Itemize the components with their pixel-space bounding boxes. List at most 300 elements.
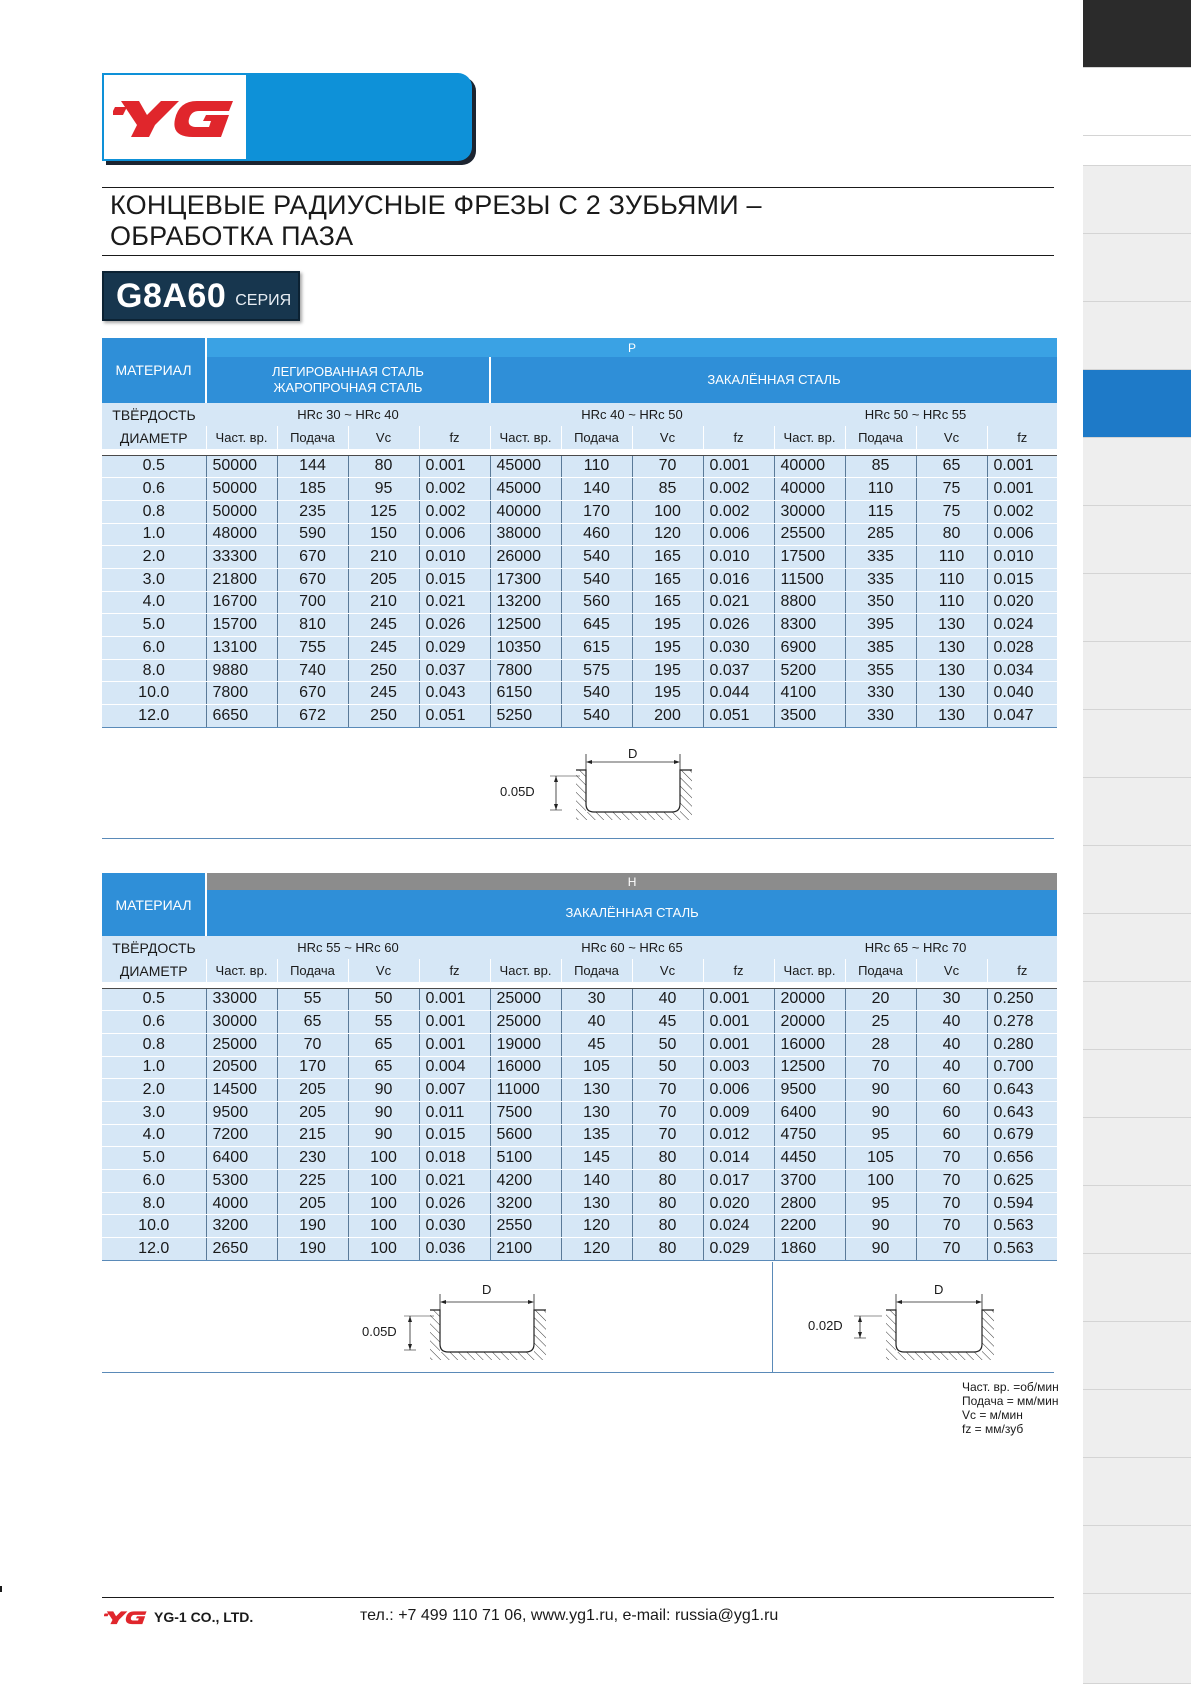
fz-cell: 0.034 bbox=[987, 659, 1057, 682]
col-header-vc: Vc bbox=[632, 959, 703, 982]
rpm-cell: 40000 bbox=[774, 478, 845, 501]
vc-cell: 70 bbox=[632, 1101, 703, 1124]
fz-cell: 0.026 bbox=[419, 614, 490, 637]
table-row bbox=[102, 591, 1057, 614]
side-tab-15[interactable] bbox=[1083, 914, 1191, 982]
col-header-rpm: Част. вр. bbox=[490, 959, 561, 982]
vc-cell: 40 bbox=[916, 1056, 987, 1079]
rpm-cell: 5300 bbox=[206, 1170, 277, 1193]
fz-cell: 0.020 bbox=[703, 1192, 774, 1215]
vc-cell: 245 bbox=[348, 682, 419, 705]
rpm-cell: 16700 bbox=[206, 591, 277, 614]
width-label: D bbox=[628, 746, 638, 761]
title-top-rule bbox=[102, 187, 1054, 188]
rpm-cell: 4200 bbox=[490, 1170, 561, 1193]
fz-cell: 0.021 bbox=[703, 591, 774, 614]
diameter-cell: 4.0 bbox=[102, 591, 206, 614]
col-header-feed: Подача bbox=[277, 959, 348, 982]
vc-cell: 90 bbox=[348, 1079, 419, 1102]
side-tab-11[interactable] bbox=[1083, 642, 1191, 710]
fz-cell: 0.012 bbox=[703, 1124, 774, 1147]
rpm-cell: 12500 bbox=[490, 614, 561, 637]
fz-cell: 0.010 bbox=[419, 546, 490, 569]
table-row bbox=[102, 1238, 1057, 1261]
feed-cell: 330 bbox=[845, 705, 916, 728]
feed-cell: 135 bbox=[561, 1124, 632, 1147]
rpm-cell: 30000 bbox=[774, 500, 845, 523]
col-header-fz: fz bbox=[987, 959, 1057, 982]
vc-cell: 65 bbox=[916, 455, 987, 478]
rpm-cell: 10350 bbox=[490, 637, 561, 660]
table-row bbox=[102, 1192, 1057, 1215]
side-tab-24[interactable] bbox=[1083, 1526, 1191, 1594]
feed-cell: 115 bbox=[845, 500, 916, 523]
table-row bbox=[102, 682, 1057, 705]
fz-cell: 0.656 bbox=[987, 1147, 1057, 1170]
fz-cell: 0.001 bbox=[987, 478, 1057, 501]
diameter-cell: 10.0 bbox=[102, 1215, 206, 1238]
feed-cell: 810 bbox=[277, 614, 348, 637]
footer-rule bbox=[102, 1597, 1054, 1598]
vc-cell: 100 bbox=[348, 1147, 419, 1170]
fz-cell: 0.021 bbox=[419, 1170, 490, 1193]
rpm-cell: 20000 bbox=[774, 1011, 845, 1034]
feed-cell: 144 bbox=[277, 455, 348, 478]
fz-cell: 0.040 bbox=[987, 682, 1057, 705]
side-tab-2[interactable] bbox=[1083, 68, 1191, 136]
rpm-cell: 21800 bbox=[206, 568, 277, 591]
feed-cell: 90 bbox=[845, 1101, 916, 1124]
rpm-cell: 38000 bbox=[490, 523, 561, 546]
col-header-rpm: Част. вр. bbox=[490, 426, 561, 449]
side-tab-6[interactable] bbox=[1083, 302, 1191, 370]
hardness-range: HRc 55 ~ HRc 60 bbox=[206, 936, 490, 959]
series-code: G8A60 bbox=[116, 276, 227, 315]
feed-cell: 110 bbox=[845, 478, 916, 501]
fz-cell: 0.011 bbox=[419, 1101, 490, 1124]
feed-cell: 700 bbox=[277, 591, 348, 614]
side-tab-1[interactable] bbox=[1083, 0, 1191, 68]
fz-cell: 0.006 bbox=[703, 1079, 774, 1102]
footer-contact[interactable]: тел.: +7 499 110 71 06, www.yg1.ru, e-mail: russia@yg1.ru bbox=[360, 1607, 779, 1624]
table-row bbox=[102, 1101, 1057, 1124]
rpm-cell: 45000 bbox=[490, 455, 561, 478]
rpm-cell: 5600 bbox=[490, 1124, 561, 1147]
fz-cell: 0.017 bbox=[703, 1170, 774, 1193]
rpm-cell: 40000 bbox=[490, 500, 561, 523]
fz-cell: 0.643 bbox=[987, 1079, 1057, 1102]
table-row bbox=[102, 1056, 1057, 1079]
feed-cell: 205 bbox=[277, 1192, 348, 1215]
rpm-cell: 1860 bbox=[774, 1238, 845, 1261]
table-row bbox=[102, 1170, 1057, 1193]
vc-cell: 70 bbox=[916, 1147, 987, 1170]
vc-cell: 55 bbox=[348, 1011, 419, 1034]
hardness-range: HRc 40 ~ HRc 50 bbox=[490, 403, 774, 426]
diameter-cell: 3.0 bbox=[102, 568, 206, 591]
diameter-cell: 0.5 bbox=[102, 988, 206, 1011]
fz-cell: 0.026 bbox=[703, 614, 774, 637]
table-row bbox=[102, 1079, 1057, 1102]
feed-cell: 540 bbox=[561, 568, 632, 591]
vc-cell: 80 bbox=[632, 1192, 703, 1215]
legend-item: fz = мм/зуб bbox=[962, 1422, 1024, 1436]
vc-cell: 80 bbox=[916, 523, 987, 546]
footer-company: YG-1 CO., LTD. bbox=[154, 1609, 254, 1625]
fz-cell: 0.016 bbox=[703, 568, 774, 591]
rpm-cell: 15700 bbox=[206, 614, 277, 637]
section-bottom-rule bbox=[102, 1372, 1054, 1373]
vc-cell: 75 bbox=[916, 500, 987, 523]
diagram-divider bbox=[772, 1262, 773, 1372]
fz-cell: 0.047 bbox=[987, 705, 1057, 728]
feed-cell: 540 bbox=[561, 546, 632, 569]
vc-cell: 60 bbox=[916, 1079, 987, 1102]
slot-profile-icon bbox=[354, 1282, 564, 1362]
feed-cell: 145 bbox=[561, 1147, 632, 1170]
vc-cell: 60 bbox=[916, 1101, 987, 1124]
feed-cell: 205 bbox=[277, 1101, 348, 1124]
fz-cell: 0.001 bbox=[419, 455, 490, 478]
rpm-cell: 9880 bbox=[206, 659, 277, 682]
vc-cell: 80 bbox=[632, 1215, 703, 1238]
feed-cell: 95 bbox=[845, 1192, 916, 1215]
vc-cell: 130 bbox=[916, 614, 987, 637]
slot-diagram-1 bbox=[500, 742, 710, 827]
vc-cell: 75 bbox=[916, 478, 987, 501]
side-tab-13[interactable] bbox=[1083, 778, 1191, 846]
feed-cell: 105 bbox=[561, 1056, 632, 1079]
fz-cell: 0.563 bbox=[987, 1215, 1057, 1238]
side-tab-5[interactable] bbox=[1083, 234, 1191, 302]
feed-cell: 40 bbox=[561, 1011, 632, 1034]
side-tab-4[interactable] bbox=[1083, 166, 1191, 234]
feed-cell: 540 bbox=[561, 705, 632, 728]
table-row bbox=[102, 705, 1057, 728]
table-h-body bbox=[102, 988, 1057, 1260]
fz-cell: 0.030 bbox=[703, 637, 774, 660]
rpm-cell: 8800 bbox=[774, 591, 845, 614]
feed-cell: 225 bbox=[277, 1170, 348, 1193]
vc-cell: 95 bbox=[348, 478, 419, 501]
rpm-cell: 6400 bbox=[206, 1147, 277, 1170]
feed-cell: 120 bbox=[561, 1215, 632, 1238]
diameter-cell: 0.8 bbox=[102, 1033, 206, 1056]
rpm-cell: 6150 bbox=[490, 682, 561, 705]
fz-cell: 0.001 bbox=[419, 1011, 490, 1034]
vc-cell: 210 bbox=[348, 591, 419, 614]
vc-cell: 125 bbox=[348, 500, 419, 523]
vc-cell: 130 bbox=[916, 659, 987, 682]
section-divider bbox=[102, 838, 1054, 839]
table-row bbox=[102, 614, 1057, 637]
rpm-cell: 5100 bbox=[490, 1147, 561, 1170]
col-header-rpm: Част. вр. bbox=[774, 959, 845, 982]
side-tab-19[interactable] bbox=[1083, 1186, 1191, 1254]
table-row bbox=[102, 1011, 1057, 1034]
fz-cell: 0.001 bbox=[419, 988, 490, 1011]
vc-cell: 70 bbox=[916, 1215, 987, 1238]
side-tab-21[interactable] bbox=[1083, 1322, 1191, 1390]
vc-cell: 165 bbox=[632, 591, 703, 614]
diameter-cell: 1.0 bbox=[102, 1056, 206, 1079]
table-row bbox=[102, 1215, 1057, 1238]
col-header-vc: Vc bbox=[348, 426, 419, 449]
rpm-cell: 2550 bbox=[490, 1215, 561, 1238]
rpm-cell: 20500 bbox=[206, 1056, 277, 1079]
category-h: H bbox=[206, 873, 1057, 890]
side-tab-12[interactable] bbox=[1083, 710, 1191, 778]
feed-cell: 65 bbox=[277, 1011, 348, 1034]
vc-cell: 80 bbox=[632, 1238, 703, 1261]
table-row bbox=[102, 523, 1057, 546]
feed-cell: 105 bbox=[845, 1147, 916, 1170]
fz-cell: 0.037 bbox=[703, 659, 774, 682]
feed-cell: 335 bbox=[845, 568, 916, 591]
vc-cell: 250 bbox=[348, 659, 419, 682]
feed-cell: 350 bbox=[845, 591, 916, 614]
feed-cell: 28 bbox=[845, 1033, 916, 1056]
feed-cell: 672 bbox=[277, 705, 348, 728]
feed-cell: 170 bbox=[561, 500, 632, 523]
rpm-cell: 7500 bbox=[490, 1101, 561, 1124]
fz-cell: 0.021 bbox=[419, 591, 490, 614]
feed-cell: 70 bbox=[277, 1033, 348, 1056]
rpm-cell: 33000 bbox=[206, 988, 277, 1011]
feed-cell: 90 bbox=[845, 1238, 916, 1261]
rpm-cell: 7800 bbox=[490, 659, 561, 682]
feed-cell: 540 bbox=[561, 682, 632, 705]
fz-cell: 0.006 bbox=[419, 523, 490, 546]
fz-cell: 0.051 bbox=[703, 705, 774, 728]
fz-cell: 0.044 bbox=[703, 682, 774, 705]
side-tab-9[interactable] bbox=[1083, 506, 1191, 574]
vc-cell: 90 bbox=[348, 1124, 419, 1147]
fz-cell: 0.700 bbox=[987, 1056, 1057, 1079]
diameter-cell: 12.0 bbox=[102, 705, 206, 728]
feed-cell: 330 bbox=[845, 682, 916, 705]
vc-cell: 250 bbox=[348, 705, 419, 728]
page-title bbox=[110, 190, 762, 252]
feed-cell: 130 bbox=[561, 1101, 632, 1124]
fz-cell: 0.030 bbox=[419, 1215, 490, 1238]
cutting-table-h bbox=[102, 873, 1057, 1261]
diameter-cell: 6.0 bbox=[102, 1170, 206, 1193]
side-tab-25[interactable] bbox=[1083, 1594, 1191, 1684]
rpm-cell: 7800 bbox=[206, 682, 277, 705]
col-header-fz: fz bbox=[703, 426, 774, 449]
diameter-cell: 6.0 bbox=[102, 637, 206, 660]
table-row bbox=[102, 455, 1057, 478]
fz-cell: 0.002 bbox=[987, 500, 1057, 523]
slot-profile-icon bbox=[500, 742, 710, 822]
fz-cell: 0.278 bbox=[987, 1011, 1057, 1034]
slot-diagram-2 bbox=[354, 1282, 564, 1367]
rpm-cell: 48000 bbox=[206, 523, 277, 546]
vc-cell: 65 bbox=[348, 1033, 419, 1056]
vc-cell: 65 bbox=[348, 1056, 419, 1079]
feed-cell: 90 bbox=[845, 1079, 916, 1102]
side-tab-3[interactable] bbox=[1083, 136, 1191, 166]
rpm-cell: 14500 bbox=[206, 1079, 277, 1102]
side-tab-18[interactable] bbox=[1083, 1118, 1191, 1186]
fz-cell: 0.037 bbox=[419, 659, 490, 682]
feed-cell: 100 bbox=[845, 1170, 916, 1193]
legend-item: Подача = мм/мин bbox=[962, 1394, 1059, 1408]
diameter-cell: 0.6 bbox=[102, 478, 206, 501]
vc-cell: 150 bbox=[348, 523, 419, 546]
feed-cell: 395 bbox=[845, 614, 916, 637]
feed-cell: 590 bbox=[277, 523, 348, 546]
series-badge bbox=[102, 271, 300, 321]
side-tab-20[interactable] bbox=[1083, 1254, 1191, 1322]
side-tab-8[interactable] bbox=[1083, 438, 1191, 506]
feed-cell: 25 bbox=[845, 1011, 916, 1034]
diameter-cell: 0.6 bbox=[102, 1011, 206, 1034]
hardness-range: HRc 65 ~ HRc 70 bbox=[774, 936, 1057, 959]
page-title-line1: КОНЦЕВЫЕ РАДИУСНЫЕ ФРЕЗЫ С 2 ЗУБЬЯМИ – bbox=[110, 190, 762, 220]
fz-cell: 0.024 bbox=[703, 1215, 774, 1238]
rpm-cell: 13200 bbox=[490, 591, 561, 614]
vc-cell: 100 bbox=[348, 1238, 419, 1261]
feed-cell: 645 bbox=[561, 614, 632, 637]
fz-cell: 0.036 bbox=[419, 1238, 490, 1261]
fz-cell: 0.018 bbox=[419, 1147, 490, 1170]
rpm-cell: 45000 bbox=[490, 478, 561, 501]
vc-cell: 70 bbox=[916, 1238, 987, 1261]
fz-cell: 0.010 bbox=[987, 546, 1057, 569]
vc-cell: 165 bbox=[632, 546, 703, 569]
vc-cell: 40 bbox=[916, 1033, 987, 1056]
feed-cell: 55 bbox=[277, 988, 348, 1011]
vc-cell: 70 bbox=[632, 1079, 703, 1102]
depth-label: 0.02D bbox=[808, 1318, 843, 1333]
fz-cell: 0.015 bbox=[419, 1124, 490, 1147]
fz-cell: 0.024 bbox=[987, 614, 1057, 637]
fz-cell: 0.001 bbox=[419, 1033, 490, 1056]
fz-cell: 0.002 bbox=[419, 500, 490, 523]
vc-cell: 110 bbox=[916, 546, 987, 569]
feed-cell: 140 bbox=[561, 478, 632, 501]
rpm-cell: 9500 bbox=[206, 1101, 277, 1124]
col-header-vc: Vc bbox=[632, 426, 703, 449]
rpm-cell: 6650 bbox=[206, 705, 277, 728]
vc-cell: 245 bbox=[348, 614, 419, 637]
vc-cell: 50 bbox=[632, 1056, 703, 1079]
rpm-cell: 33300 bbox=[206, 546, 277, 569]
rpm-cell: 40000 bbox=[774, 455, 845, 478]
fz-cell: 0.009 bbox=[703, 1101, 774, 1124]
col-header-vc: Vc bbox=[916, 959, 987, 982]
side-tab-17[interactable] bbox=[1083, 1050, 1191, 1118]
vc-cell: 200 bbox=[632, 705, 703, 728]
rpm-cell: 16000 bbox=[490, 1056, 561, 1079]
table-row bbox=[102, 478, 1057, 501]
side-tab-10[interactable] bbox=[1083, 574, 1191, 642]
cutting-table-p bbox=[102, 338, 1057, 728]
legend-item: Vc = м/мин bbox=[962, 1408, 1023, 1422]
fz-cell: 0.625 bbox=[987, 1170, 1057, 1193]
feed-cell: 235 bbox=[277, 500, 348, 523]
vc-cell: 45 bbox=[632, 1011, 703, 1034]
feed-cell: 560 bbox=[561, 591, 632, 614]
vc-cell: 100 bbox=[632, 500, 703, 523]
side-tab-14[interactable] bbox=[1083, 846, 1191, 914]
vc-cell: 50 bbox=[348, 988, 419, 1011]
col-header-rpm: Част. вр. bbox=[206, 959, 277, 982]
rpm-cell: 2800 bbox=[774, 1192, 845, 1215]
feed-cell: 110 bbox=[561, 455, 632, 478]
rpm-cell: 12500 bbox=[774, 1056, 845, 1079]
title-bottom-rule bbox=[102, 255, 1054, 256]
vc-cell: 195 bbox=[632, 614, 703, 637]
feed-cell: 140 bbox=[561, 1170, 632, 1193]
rpm-cell: 2100 bbox=[490, 1238, 561, 1261]
diameter-cell: 2.0 bbox=[102, 546, 206, 569]
depth-label: 0.05D bbox=[362, 1324, 397, 1339]
rpm-cell: 25000 bbox=[490, 988, 561, 1011]
fz-cell: 0.015 bbox=[419, 568, 490, 591]
diameter-cell: 8.0 bbox=[102, 1192, 206, 1215]
vc-cell: 70 bbox=[916, 1192, 987, 1215]
col-header-fz: fz bbox=[419, 426, 490, 449]
rpm-cell: 17500 bbox=[774, 546, 845, 569]
feed-cell: 90 bbox=[845, 1215, 916, 1238]
yg-logo-icon bbox=[113, 93, 237, 141]
side-tab-16[interactable] bbox=[1083, 982, 1191, 1050]
hardness-range: HRc 30 ~ HRc 40 bbox=[206, 403, 490, 426]
feed-cell: 615 bbox=[561, 637, 632, 660]
col-header-fz: fz bbox=[419, 959, 490, 982]
rpm-cell: 25000 bbox=[490, 1011, 561, 1034]
fz-cell: 0.007 bbox=[419, 1079, 490, 1102]
material-alloy-steel bbox=[206, 357, 490, 403]
fz-cell: 0.015 bbox=[987, 568, 1057, 591]
vc-cell: 85 bbox=[632, 478, 703, 501]
hardness-range: HRc 60 ~ HRc 65 bbox=[490, 936, 774, 959]
rpm-cell: 30000 bbox=[206, 1011, 277, 1034]
fz-cell: 0.002 bbox=[703, 478, 774, 501]
rpm-cell: 7200 bbox=[206, 1124, 277, 1147]
vc-cell: 70 bbox=[632, 455, 703, 478]
diameter-label: ДИАМЕТР bbox=[102, 959, 206, 982]
table-row bbox=[102, 546, 1057, 569]
feed-cell: 755 bbox=[277, 637, 348, 660]
fz-cell: 0.026 bbox=[419, 1192, 490, 1215]
diameter-label: ДИАМЕТР bbox=[102, 426, 206, 449]
vc-cell: 70 bbox=[632, 1124, 703, 1147]
rpm-cell: 26000 bbox=[490, 546, 561, 569]
rpm-cell: 13100 bbox=[206, 637, 277, 660]
vc-cell: 100 bbox=[348, 1215, 419, 1238]
side-tab-22[interactable] bbox=[1083, 1390, 1191, 1458]
rpm-cell: 2650 bbox=[206, 1238, 277, 1261]
feed-cell: 95 bbox=[845, 1124, 916, 1147]
fz-cell: 0.002 bbox=[419, 478, 490, 501]
rpm-cell: 8300 bbox=[774, 614, 845, 637]
feed-cell: 335 bbox=[845, 546, 916, 569]
vc-cell: 40 bbox=[916, 1011, 987, 1034]
vc-cell: 80 bbox=[632, 1170, 703, 1193]
feed-cell: 190 bbox=[277, 1238, 348, 1261]
side-tab-active[interactable] bbox=[1083, 370, 1191, 438]
side-tab-23[interactable] bbox=[1083, 1458, 1191, 1526]
col-header-feed: Подача bbox=[277, 426, 348, 449]
vc-cell: 195 bbox=[632, 637, 703, 660]
feed-cell: 170 bbox=[277, 1056, 348, 1079]
yg-logo-small-icon bbox=[104, 1608, 148, 1626]
vc-cell: 130 bbox=[916, 705, 987, 728]
